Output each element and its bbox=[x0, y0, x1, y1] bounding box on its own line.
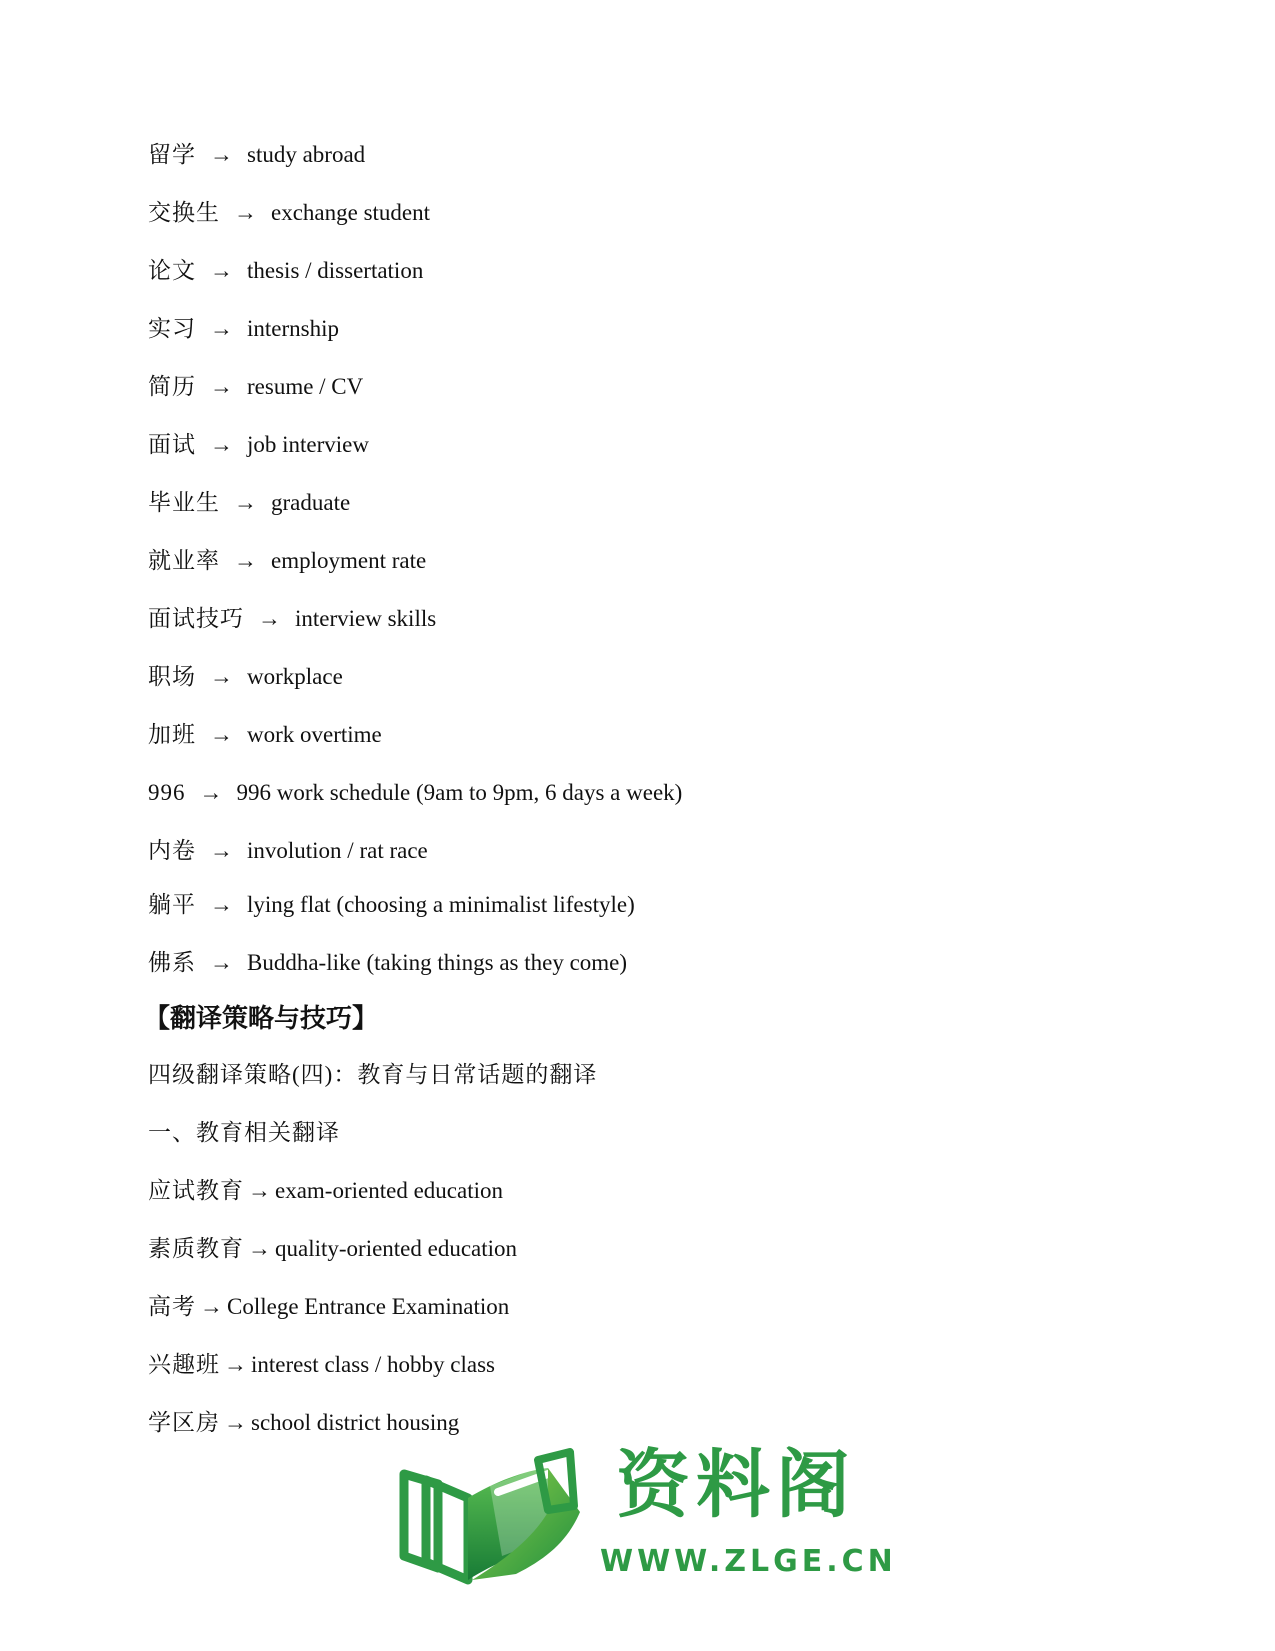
section-heading: 【翻译策略与技巧】 bbox=[144, 1004, 379, 1034]
term-chinese: 学区房 bbox=[148, 1410, 220, 1435]
education-term bbox=[148, 1292, 1148, 1322]
vocab-item bbox=[148, 546, 1148, 576]
vocab-english: 996 work schedule (9am to 9pm, 6 days a week) bbox=[236, 780, 683, 805]
vocab-chinese: 交换生 bbox=[148, 200, 220, 225]
subsection-title: 一、教育相关翻译 bbox=[148, 1120, 340, 1145]
vocab-chinese: 面试 bbox=[148, 432, 196, 457]
vocab-english: work overtime bbox=[247, 722, 382, 747]
term-english: interest class / hobby class bbox=[251, 1352, 496, 1377]
arrow-icon: → bbox=[234, 548, 257, 573]
vocab-item bbox=[148, 430, 1148, 460]
arrow-icon: → bbox=[248, 1178, 271, 1203]
arrow-icon: → bbox=[210, 258, 233, 283]
vocab-english: internship bbox=[247, 316, 339, 341]
arrow-icon: → bbox=[200, 1294, 223, 1319]
vocab-item bbox=[148, 662, 1148, 692]
vocab-chinese: 职场 bbox=[148, 664, 196, 689]
vocab-english: graduate bbox=[271, 490, 351, 515]
arrow-icon: → bbox=[234, 200, 257, 225]
term-chinese: 应试教育 bbox=[148, 1178, 244, 1203]
arrow-icon: → bbox=[210, 722, 233, 747]
arrow-icon: → bbox=[224, 1352, 247, 1377]
education-term bbox=[148, 1176, 1148, 1206]
arrow-icon: → bbox=[210, 432, 233, 457]
vocab-chinese: 简历 bbox=[148, 374, 196, 399]
term-chinese: 素质教育 bbox=[148, 1236, 244, 1261]
vocab-item bbox=[148, 948, 1148, 978]
open-book-folder-icon bbox=[398, 1440, 598, 1590]
arrow-icon: → bbox=[224, 1410, 247, 1435]
vocab-english: study abroad bbox=[247, 142, 366, 167]
vocab-english: Buddha-like (taking things as they come) bbox=[247, 950, 628, 975]
vocab-item bbox=[148, 720, 1148, 750]
vocab-chinese: 躺平 bbox=[148, 892, 196, 917]
vocab-english: lying flat (choosing a minimalist lifestyle) bbox=[247, 892, 635, 917]
arrow-icon: → bbox=[234, 490, 257, 515]
watermark-logo bbox=[398, 1440, 897, 1600]
arrow-icon: → bbox=[248, 1236, 271, 1261]
vocab-item bbox=[148, 836, 1148, 866]
vocab-item bbox=[148, 890, 1148, 920]
vocab-english: job interview bbox=[247, 432, 369, 457]
vocab-item bbox=[148, 778, 1148, 808]
vocab-english: thesis / dissertation bbox=[247, 258, 424, 283]
vocab-english: involution / rat race bbox=[247, 838, 428, 863]
education-term bbox=[148, 1350, 1148, 1380]
vocab-english: employment rate bbox=[271, 548, 427, 573]
vocab-chinese: 加班 bbox=[148, 722, 196, 747]
vocab-chinese: 论文 bbox=[148, 258, 196, 283]
vocab-item bbox=[148, 198, 1148, 228]
vocab-item bbox=[148, 140, 1148, 170]
arrow-icon: → bbox=[210, 374, 233, 399]
vocab-chinese: 内卷 bbox=[148, 838, 196, 863]
arrow-icon: → bbox=[210, 950, 233, 975]
education-term bbox=[148, 1408, 1148, 1438]
term-chinese: 高考 bbox=[148, 1294, 196, 1319]
arrow-icon: → bbox=[210, 892, 233, 917]
education-term bbox=[148, 1234, 1148, 1264]
arrow-icon: → bbox=[210, 316, 233, 341]
arrow-icon: → bbox=[199, 780, 223, 805]
vocab-english: interview skills bbox=[295, 606, 437, 631]
arrow-icon: → bbox=[258, 606, 281, 631]
vocab-chinese: 佛系 bbox=[148, 950, 196, 975]
vocab-chinese: 毕业生 bbox=[148, 490, 220, 515]
vocab-item bbox=[148, 488, 1148, 518]
arrow-icon: → bbox=[210, 664, 233, 689]
vocab-chinese: 面试技巧 bbox=[148, 606, 244, 631]
term-chinese: 兴趣班 bbox=[148, 1352, 220, 1377]
vocab-chinese: 实习 bbox=[148, 316, 196, 341]
term-english: school district housing bbox=[251, 1410, 460, 1435]
vocab-item bbox=[148, 256, 1148, 286]
vocab-item bbox=[148, 314, 1148, 344]
vocab-item bbox=[148, 604, 1148, 634]
logo-url: WWW.ZLGE.CN bbox=[600, 1544, 897, 1579]
vocab-chinese: 996 bbox=[148, 780, 186, 805]
term-english: quality-oriented education bbox=[275, 1236, 518, 1261]
vocab-item bbox=[148, 372, 1148, 402]
term-english: exam-oriented education bbox=[275, 1178, 503, 1203]
vocab-english: exchange student bbox=[271, 200, 431, 225]
vocab-chinese: 留学 bbox=[148, 142, 196, 167]
arrow-icon: → bbox=[210, 838, 233, 863]
vocabulary-list bbox=[144, 140, 1148, 1466]
strategy-title: 四级翻译策略(四)：教育与日常话题的翻译 bbox=[148, 1062, 598, 1087]
term-english: College Entrance Examination bbox=[227, 1294, 510, 1319]
vocab-english: resume / CV bbox=[247, 374, 364, 399]
arrow-icon: → bbox=[210, 142, 233, 167]
logo-title: 资料阁 bbox=[616, 1442, 856, 1528]
vocab-chinese: 就业率 bbox=[148, 548, 220, 573]
vocab-english: workplace bbox=[247, 664, 343, 689]
